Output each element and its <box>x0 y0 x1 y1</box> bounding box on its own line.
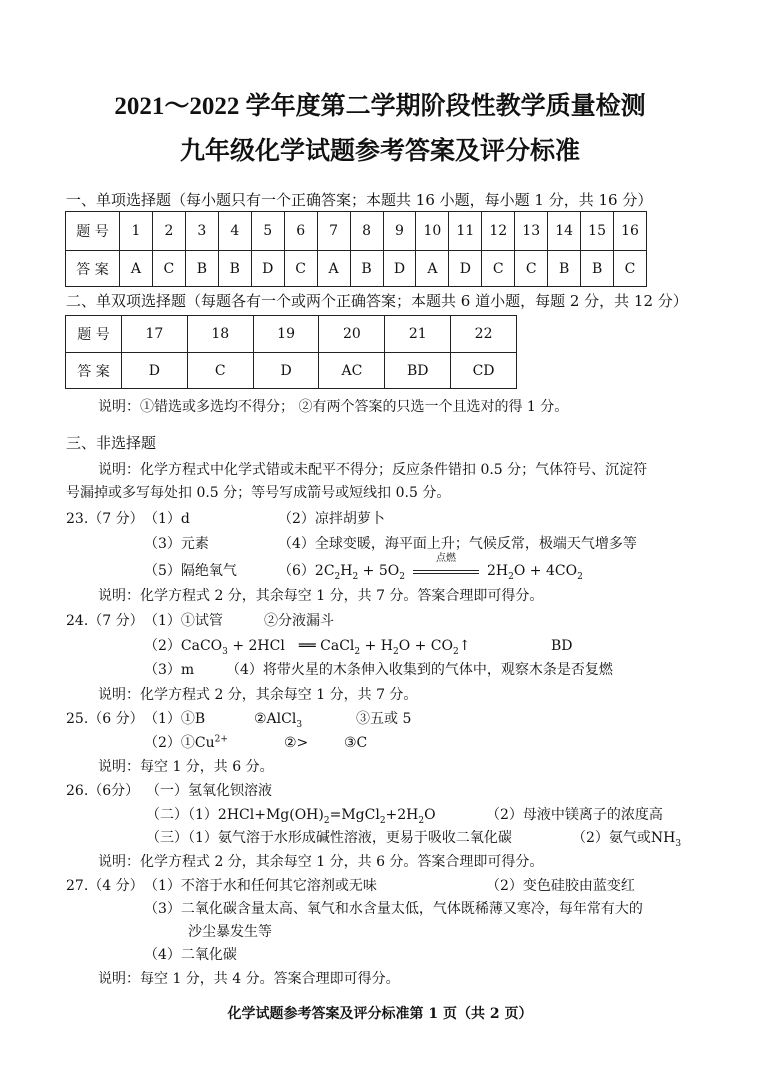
part1-question-number: 7 <box>317 212 350 251</box>
q24-answer-3: （3）m <box>144 662 195 678</box>
q27-note: 说明：每空 1 分，共 4 分。答案合理即可得分。 <box>98 971 400 987</box>
q24-number: 24.（7 分） <box>66 613 144 629</box>
part1-answer-cell: C <box>482 251 515 287</box>
q26-answer-3b: （2）氨气或$NH_3$ <box>572 830 682 849</box>
part2-question-number: 17 <box>122 316 188 353</box>
q23-answer-1: （1）d <box>144 511 190 527</box>
part1-number-row <box>66 212 647 251</box>
q23-answer-4: （4）全球变暖，海平面上升；气候反常，极端天气增多等 <box>278 536 637 552</box>
q23-answer-3: （3）元素 <box>144 536 209 552</box>
part2-answer-table <box>65 315 517 389</box>
q26-number: 26.（6分） <box>66 783 140 799</box>
q23-answer-5: （5）隔绝氧气 <box>144 563 237 579</box>
part1-question-number: 3 <box>185 212 218 251</box>
part2-question-number: 18 <box>187 316 253 353</box>
part3-note-2: 号漏掉或多写每处扣 0.5 分；等号写成箭号或短线扣 0.5 分。 <box>66 485 451 501</box>
q24-answer-1b: ②分液漏斗 <box>264 613 334 629</box>
part2-answer-cell: D <box>253 353 319 389</box>
q23-note: 说明：化学方程式 2 分，其余每空 1 分，共 7 分。答案合理即可得分。 <box>98 588 544 604</box>
q27-answer-2: （2）变色硅胶由蓝变红 <box>486 878 635 894</box>
part1-question-number: 2 <box>152 212 185 251</box>
part1-answer-cell: C <box>614 251 647 287</box>
part1-question-number: 16 <box>614 212 647 251</box>
part2-answer-cell: AC <box>319 353 385 389</box>
q27-answer-1: （1）不溶于水和任何其它溶剂或无味 <box>144 878 377 894</box>
q23-number: 23.（7 分） <box>66 511 144 527</box>
part1-question-number: 1 <box>120 212 153 251</box>
part1-question-number: 12 <box>482 212 515 251</box>
part1-question-number: 14 <box>548 212 581 251</box>
q27-number: 27.（4 分） <box>66 878 144 894</box>
q25-answer-1: （1）①B <box>144 711 206 727</box>
q26-note: 说明：化学方程式 2 分，其余每空 1 分，共 6 分。答案合理即可得分。 <box>98 854 544 870</box>
part2-question-number: 19 <box>253 316 319 353</box>
q24-note: 说明：化学方程式 2 分，其余每空 1 分，共 7 分。 <box>98 687 418 703</box>
page-footer: 化学试题参考答案及评分标准第 1 页（共 2 页） <box>227 1006 533 1022</box>
part1-heading: 一、单项选择题（每小题只有一个正确答案；本题共 16 小题，每小题 1 分，共 16 分） <box>66 191 653 209</box>
part2-question-number: 22 <box>451 316 517 353</box>
part2-answer-row <box>66 353 517 389</box>
part1-answer-cell: B <box>185 251 218 287</box>
part1-question-number: 4 <box>218 212 251 251</box>
part1-question-number: 13 <box>515 212 548 251</box>
part1-answer-cell: D <box>251 251 284 287</box>
part1-question-number: 9 <box>383 212 416 251</box>
part2-answer-cell: D <box>122 353 188 389</box>
q24-answer-1: （1）①试管 <box>144 613 223 629</box>
part2-note: 说明：①错选或多选均不得分； ②有两个答案的只选一个且选对的得 1 分。 <box>98 399 569 415</box>
q24-equation: （2）CaCO$_3$ + 2HCl ══ CaCl$_2$ + $H_2O$ + $CO_2↑$ <box>144 638 471 657</box>
part1-answer-cell: A <box>416 251 449 287</box>
q26-answer-3: （三）（1）氨气溶于水形成碱性溶液，更易于吸收二氧化碳 <box>146 830 512 846</box>
part3-note-1: 说明：化学方程式中化学式错或未配平不得分；反应条件错扣 0.5 分；气体符号、沉淀符 <box>98 462 648 478</box>
part1-answer-cell: D <box>449 251 482 287</box>
q25-answer-1b: ②AlCl$_3$ <box>254 711 303 730</box>
part1-answer-cell: C <box>515 251 548 287</box>
part2-heading: 二、单双项选择题（每题各有一个或两个正确答案；本题共 6 道小题，每题 2 分，共 12 分） <box>66 292 688 310</box>
part1-question-number: 6 <box>284 212 317 251</box>
page-subtitle: 九年级化学试题参考答案及评分标准 <box>179 138 580 165</box>
q24-answer-bd: BD <box>551 638 573 654</box>
part1-question-number: 15 <box>581 212 614 251</box>
row-label: 答 案 <box>66 353 122 389</box>
part2-question-number: 20 <box>319 316 385 353</box>
part2-answer-cell: BD <box>385 353 451 389</box>
part1-question-number: 8 <box>350 212 383 251</box>
part1-question-number: 10 <box>416 212 449 251</box>
q26-equation: （二）$(1)2HCl+Mg(OH)_2=MgCl_2+2H_2O$ <box>146 807 436 826</box>
q26-answer-1: （一）氢氧化钡溶液 <box>146 783 272 799</box>
q27-answer-3-line1: （3）二氧化碳含量太高、氧气和水含量太低，气体既稀薄又寒冷，每年常有大的 <box>144 901 643 917</box>
part1-answer-cell: B <box>581 251 614 287</box>
row-label: 答 案 <box>66 251 120 287</box>
q23-equation: $(6)2C_2H_2 + 5O_2$ 点燃 $2H_2O + 4CO_2$ <box>278 553 583 582</box>
row-label: 题 号 <box>66 212 120 251</box>
part1-answer-cell: C <box>152 251 185 287</box>
part1-question-number: 11 <box>449 212 482 251</box>
part1-answer-cell: C <box>284 251 317 287</box>
q23-answer-2: （2）凉拌胡萝卜 <box>278 511 385 527</box>
q24-answer-4: （4）将带火星的木条伸入收集到的气体中，观察木条是否复燃 <box>226 662 613 678</box>
q25-answer-2c: ③C <box>344 735 368 751</box>
part1-answer-table <box>65 211 647 287</box>
part2-answer-cell: CD <box>451 353 517 389</box>
part1-answer-cell: B <box>350 251 383 287</box>
row-label: 题 号 <box>66 316 122 353</box>
part1-answer-cell: B <box>218 251 251 287</box>
part1-answer-cell: A <box>317 251 350 287</box>
reaction-condition: 点燃 <box>411 562 481 580</box>
q25-number: 25.（6 分） <box>66 711 144 727</box>
part1-answer-cell: D <box>383 251 416 287</box>
q25-answer-2b: ②> <box>284 735 309 751</box>
part1-question-number: 5 <box>251 212 284 251</box>
q26-answer-2b: （2）母液中镁离子的浓度高 <box>486 807 663 823</box>
part1-answer-cell: B <box>548 251 581 287</box>
q25-answer-1c: ③五或 5 <box>356 711 412 727</box>
q27-answer-3-line2: 沙尘暴发生等 <box>188 924 272 940</box>
q25-note: 说明：每空 1 分，共 6 分。 <box>98 759 274 775</box>
part1-answer-row <box>66 251 647 287</box>
part3-heading: 三、非选择题 <box>66 434 157 452</box>
page-title: 2021～2022 学年度第二学期阶段性教学质量检测 <box>114 93 646 120</box>
part1-answer-cell: A <box>120 251 153 287</box>
part2-question-number: 21 <box>385 316 451 353</box>
q27-answer-4: （4）二氧化碳 <box>144 947 237 963</box>
part2-number-row <box>66 316 517 353</box>
part2-answer-cell: C <box>187 353 253 389</box>
q25-answer-2: $(2)①Cu^{2+}$ <box>144 734 228 751</box>
